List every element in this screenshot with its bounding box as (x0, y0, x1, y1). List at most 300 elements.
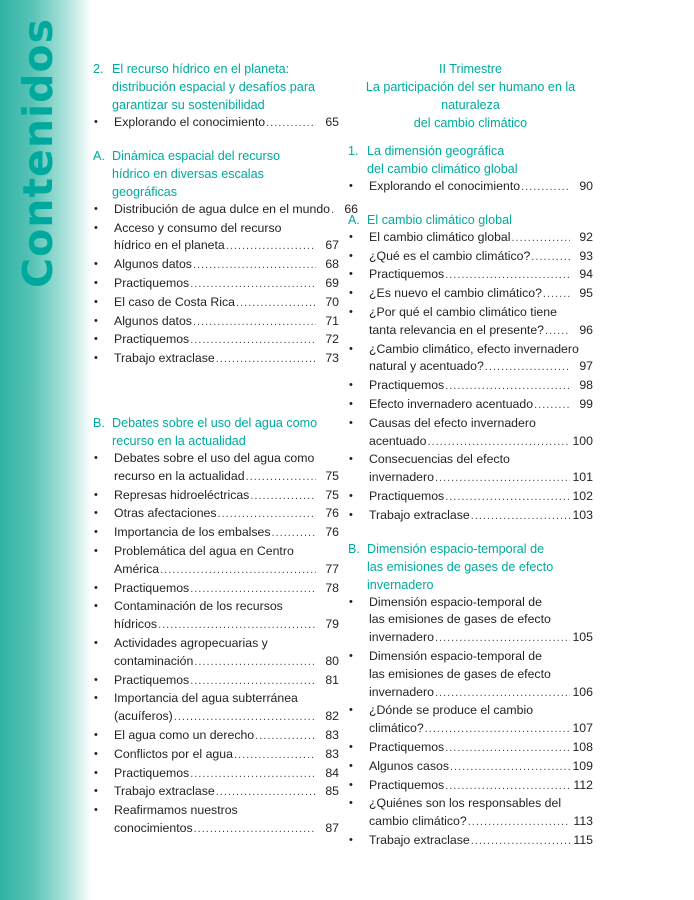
toc-entry[interactable] (93, 802, 339, 839)
toc-entry-line (114, 616, 339, 635)
toc-entry-line (114, 220, 339, 238)
toc-entry[interactable] (93, 350, 339, 369)
page-number: 90 (579, 179, 593, 193)
section-marker: A. (348, 212, 360, 227)
bullet-icon: • (94, 276, 98, 289)
toc-entry[interactable] (93, 275, 339, 294)
toc-entry-text (369, 451, 593, 488)
toc-entry[interactable] (93, 487, 339, 506)
toc-entry-line (369, 178, 593, 197)
toc-entry-line (114, 256, 339, 275)
toc-entry-line (114, 783, 339, 802)
page-number: 77 (325, 561, 339, 576)
bullet-icon: • (94, 766, 98, 779)
toc-entry-label: Practiquemos (114, 580, 190, 595)
section-title-line: garantizar su sostenibilidad (112, 98, 265, 112)
toc-entry-line (114, 114, 339, 133)
bullet-icon: • (94, 692, 98, 705)
section-title-line: recurso en la actualidad (112, 433, 246, 448)
bullet-icon: • (349, 397, 353, 410)
trimester-title-line: del cambio climático (413, 116, 528, 130)
toc-entry[interactable] (348, 377, 593, 396)
toc-entry-line (369, 433, 593, 452)
bullet-icon: • (94, 295, 98, 308)
page-number: 73 (325, 351, 339, 366)
toc-entry[interactable] (348, 285, 593, 304)
bullet-icon: • (94, 728, 98, 741)
toc-entry-text (114, 524, 339, 543)
toc-entry-text (369, 248, 593, 267)
dot-leader (255, 728, 316, 746)
toc-entry-line (114, 580, 339, 599)
bullet-icon: • (349, 249, 353, 262)
toc-entry-line (369, 341, 593, 359)
toc-entry-label: El caso de Costa Rica (114, 294, 235, 309)
toc-entry-label: ¿Qué es el cambio climático? (369, 248, 531, 263)
dot-leader (471, 833, 570, 851)
toc-entry[interactable] (348, 304, 593, 341)
section-title-line: invernadero (367, 577, 434, 592)
toc-entry-line (114, 275, 339, 294)
toc-entry-text (369, 739, 593, 758)
page-number: 66 (344, 201, 359, 216)
toc-entry[interactable] (348, 832, 593, 851)
page-number: 96 (579, 322, 593, 337)
bullet-icon: • (349, 268, 353, 281)
dot-leader (445, 489, 570, 507)
toc-entry-line (114, 820, 339, 839)
section-title-line: El cambio climático global (367, 212, 512, 227)
toc-entry-text (369, 178, 593, 197)
toc-entry-text (369, 702, 593, 739)
page-number: 75 (325, 487, 339, 502)
toc-entry[interactable] (348, 178, 593, 197)
toc-entry-line (114, 237, 339, 256)
toc-entry-line (369, 739, 593, 758)
toc-entry-line (369, 795, 593, 813)
toc-entry[interactable] (348, 758, 593, 777)
toc-entry-text (114, 220, 339, 257)
page-number: 99 (579, 396, 593, 411)
toc-entry-label: Importancia del agua subterránea (114, 691, 298, 706)
toc-entry-label: Reafirmamos nuestros (114, 803, 238, 818)
toc-entry[interactable] (348, 248, 593, 267)
toc-entry-line (114, 294, 339, 313)
bullet-icon: • (94, 544, 98, 557)
toc-entry-text (114, 635, 339, 672)
section-title-line: La dimensión geográfica (367, 144, 505, 158)
dot-leader (236, 295, 316, 313)
toc-entry[interactable] (348, 594, 593, 648)
bullet-icon: • (349, 287, 353, 300)
dot-leader (435, 470, 570, 488)
toc-entry-label: invernadero (369, 684, 434, 699)
toc-entry-label: Actividades agropecuarias y (114, 635, 268, 650)
dot-leader (445, 267, 570, 285)
trimester-title-line: La participación del ser humano en la naturaleza (365, 80, 576, 112)
dot-leader (534, 397, 570, 415)
dot-leader (190, 581, 316, 599)
toc-entry[interactable] (93, 783, 339, 802)
page-number: 98 (579, 378, 593, 393)
toc-entry-label: las emisiones de gases de efecto (369, 612, 551, 627)
toc-entry-text (114, 201, 359, 220)
page-number: 84 (325, 765, 339, 780)
dot-leader (468, 814, 570, 832)
page-number: 76 (325, 506, 339, 521)
toc-entry-text (114, 350, 339, 369)
section-title (112, 60, 339, 114)
dot-leader (216, 784, 316, 802)
toc-entry-line (114, 331, 339, 350)
section-title-line: Debates sobre el uso del agua como (112, 415, 318, 430)
toc-entry-line (369, 229, 593, 248)
toc-entry[interactable] (93, 580, 339, 599)
bullet-icon: • (349, 740, 353, 753)
toc-entry[interactable] (93, 331, 339, 350)
page-number: 97 (579, 359, 593, 374)
toc-entry-text (114, 505, 339, 524)
bullet-icon: • (349, 833, 353, 846)
toc-entry[interactable] (348, 795, 593, 832)
toc-entry-label: Practiquemos (114, 672, 190, 687)
dot-leader (193, 314, 316, 332)
toc-entry[interactable] (348, 488, 593, 507)
toc-entry[interactable] (93, 450, 339, 487)
bullet-icon: • (94, 488, 98, 501)
toc-entry[interactable] (93, 672, 339, 691)
bullet-icon: • (349, 416, 353, 429)
toc-entry[interactable] (348, 396, 593, 415)
toc-entry-label: Practiquemos (369, 739, 445, 754)
page-number: 76 (325, 525, 339, 540)
toc-entry-label: Acceso y consumo del recurso (114, 220, 282, 235)
toc-entry-line (369, 611, 593, 629)
page-number: 79 (325, 617, 339, 632)
bullet-icon: • (349, 230, 353, 243)
page-number: 85 (325, 784, 339, 799)
page-number: 78 (325, 580, 339, 595)
toc-entry-label: Dimensión espacio-temporal de (369, 594, 542, 609)
dot-leader (545, 323, 570, 341)
page-number: 75 (325, 468, 339, 483)
toc-entry-line (369, 266, 593, 285)
dot-leader (190, 673, 316, 691)
section-1b (348, 540, 593, 851)
toc-entry-label: Represas hidroeléctricas (114, 487, 250, 502)
dot-leader (331, 202, 335, 220)
toc-entry[interactable] (348, 229, 593, 248)
toc-entry-text (114, 765, 339, 784)
section-title (367, 540, 593, 594)
bullet-icon: • (94, 673, 98, 686)
toc-entry[interactable] (93, 543, 339, 580)
section-marker: 2. (93, 62, 104, 76)
bullet-icon: • (94, 507, 98, 520)
bullet-icon: • (349, 379, 353, 392)
toc-entry-label: hídricos (114, 617, 158, 632)
page-number: 81 (325, 672, 339, 687)
toc-entry[interactable] (348, 266, 593, 285)
toc-entry-text (114, 331, 339, 350)
sidebar-band (0, 0, 92, 900)
toc-entry[interactable] (348, 777, 593, 796)
toc-entry-line (369, 720, 593, 739)
section-marker: B. (93, 415, 105, 430)
toc-entry-label: Otras afectaciones (114, 506, 217, 521)
toc-entry-label: contaminación (114, 653, 194, 668)
toc-entry-line (369, 304, 593, 322)
toc-entry-text (369, 396, 593, 415)
toc-entry[interactable] (93, 765, 339, 784)
toc-entry-text (114, 294, 339, 313)
page-number: 67 (325, 238, 339, 253)
bullet-icon: • (349, 797, 353, 810)
bullet-icon: • (94, 221, 98, 234)
toc-entry-line (369, 684, 593, 703)
toc-entry-label: climático? (369, 721, 424, 736)
toc-entry[interactable] (93, 114, 339, 133)
page-number: 113 (573, 814, 593, 829)
section-title-line: geográficas (112, 184, 178, 199)
bullet-icon: • (94, 804, 98, 817)
page-number: 95 (579, 286, 593, 301)
section-title-line: hídrico en diversas escalas (112, 166, 264, 181)
toc-entry-label: Practiquemos (114, 332, 190, 347)
toc-entry-label: Practiquemos (369, 378, 445, 393)
section-heading (348, 142, 593, 178)
page-number: 93 (579, 248, 593, 263)
section-1 (348, 142, 593, 197)
page-number: 72 (325, 332, 339, 347)
trimester-heading (348, 60, 593, 132)
toc-entry-line (114, 487, 339, 506)
toc-entry-line (114, 524, 339, 543)
toc-entry-text (114, 727, 339, 746)
toc-entry-line (114, 802, 339, 820)
bullet-icon: • (349, 508, 353, 521)
page-number: 82 (325, 709, 339, 724)
toc-entry-label: Debates sobre el uso del agua como (114, 450, 315, 465)
bullet-icon: • (94, 581, 98, 594)
bullet-icon: • (349, 453, 353, 466)
dot-leader (521, 179, 570, 197)
toc-entry[interactable] (93, 746, 339, 765)
toc-entry-text (369, 648, 593, 702)
toc-entry-label: hídrico en el planeta (114, 238, 225, 253)
dot-leader (485, 359, 570, 377)
bullet-icon: • (94, 333, 98, 346)
toc-entry-text (114, 275, 339, 294)
toc-entry[interactable] (93, 201, 359, 220)
toc-entry-text (369, 341, 593, 378)
toc-entry-label: invernadero (369, 630, 434, 645)
section-title (112, 414, 339, 450)
page-number: 100 (572, 433, 593, 448)
section-title (367, 211, 593, 229)
toc-entry-text (369, 507, 593, 526)
trimester-label: II Trimestre (439, 62, 502, 76)
toc-entry-label: recurso en la actualidad (114, 468, 245, 483)
toc-entry-label: conocimientos (114, 820, 193, 835)
toc-entry-line (369, 813, 593, 832)
page-number: 109 (572, 758, 593, 773)
toc-entry-text (114, 256, 339, 275)
toc-entry-label: Trabajo extraclase (114, 351, 215, 366)
dot-leader (425, 721, 570, 739)
toc-entry-line (114, 598, 339, 616)
bullet-icon: • (349, 595, 353, 608)
dot-leader (160, 562, 316, 580)
section-1a (348, 211, 593, 526)
page-number: 83 (325, 746, 339, 761)
dot-leader (445, 740, 570, 758)
dot-leader (266, 115, 316, 133)
toc-entry-label: Efecto invernadero acentuado (369, 396, 534, 411)
toc-entry-text (114, 543, 339, 580)
section-marker: B. (348, 541, 360, 556)
toc-entry-text (114, 783, 339, 802)
bullet-icon: • (94, 785, 98, 798)
bullet-icon: • (94, 258, 98, 271)
bullet-icon: • (94, 202, 98, 215)
toc-entry-text (114, 598, 339, 635)
toc-entry-line (369, 666, 593, 684)
page-number: 69 (325, 275, 339, 290)
toc-entry-label: Trabajo extraclase (114, 784, 215, 799)
section-marker: 1. (348, 144, 359, 158)
toc-entry-label: acentuado (369, 433, 427, 448)
toc-entry-text (114, 114, 339, 133)
toc-entry[interactable] (93, 256, 339, 275)
toc-entry-line (369, 702, 593, 720)
page-number: 71 (325, 313, 339, 328)
dot-leader (250, 488, 316, 506)
toc-entry[interactable] (93, 524, 339, 543)
toc-entry-label: ¿Dónde se produce el cambio (369, 703, 534, 718)
toc-entry-line (369, 248, 593, 267)
toc-entry[interactable] (348, 415, 593, 452)
dot-leader (216, 351, 316, 369)
toc-entry[interactable] (348, 451, 593, 488)
section-heading (93, 414, 339, 450)
toc-entry-label: Algunos datos (114, 313, 192, 328)
section-title (112, 147, 339, 201)
toc-entry[interactable] (93, 635, 339, 672)
toc-entry-label: ¿Quiénes son los responsables del (369, 796, 562, 811)
toc-entry[interactable] (348, 648, 593, 702)
toc-entry-text (369, 377, 593, 396)
toc-entry[interactable] (93, 313, 339, 332)
bullet-icon: • (94, 747, 98, 760)
bullet-icon: • (94, 600, 98, 613)
toc-entry-text (114, 450, 339, 487)
section-2b (93, 414, 339, 839)
toc-entry[interactable] (348, 739, 593, 758)
toc-entry[interactable] (93, 220, 339, 257)
toc-entry-line (369, 629, 593, 648)
toc-entry-line (369, 832, 593, 851)
toc-entry-label: Contaminación de los recursos (114, 599, 283, 614)
toc-entry-text (114, 690, 339, 727)
dot-leader (543, 286, 570, 304)
toc-entry[interactable] (93, 690, 339, 727)
section-heading (348, 540, 593, 594)
bullet-icon: • (94, 352, 98, 365)
bullet-icon: • (94, 116, 98, 128)
toc-entry-line (369, 507, 593, 526)
toc-entry-text (114, 580, 339, 599)
toc-entry-text (369, 795, 593, 832)
page-number: 94 (579, 267, 593, 282)
toc-entry[interactable] (93, 294, 339, 313)
toc-entry-label: Trabajo extraclase (369, 832, 470, 847)
toc-entry-line (114, 727, 339, 746)
dot-leader (450, 759, 570, 777)
toc-entry-line (369, 322, 593, 341)
toc-entry-label: Problemática del agua en Centro (114, 543, 294, 558)
bullet-icon: • (349, 649, 353, 662)
bullet-icon: • (349, 305, 353, 318)
toc-entry-text (369, 415, 593, 452)
page-number: 107 (572, 721, 593, 736)
toc-entry-text (369, 266, 593, 285)
toc-entry-line (114, 350, 339, 369)
page-number: 112 (573, 777, 593, 792)
toc-entry[interactable] (93, 505, 339, 524)
toc-left-column (93, 60, 359, 839)
toc-entry[interactable] (348, 341, 593, 378)
toc-entry-line (369, 358, 593, 377)
toc-entry-text (369, 758, 593, 777)
dot-leader (218, 506, 316, 524)
toc-entry[interactable] (93, 598, 339, 635)
toc-entry[interactable] (93, 727, 339, 746)
toc-entry-text (369, 488, 593, 507)
section-heading (93, 147, 339, 201)
toc-entry-label: tanta relevancia en el presente? (369, 322, 545, 337)
toc-entry-label: Algunos datos (114, 257, 192, 272)
toc-entry-line (369, 396, 593, 415)
toc-entry-text (369, 304, 593, 341)
toc-right-column (348, 60, 593, 851)
toc-entry-label: invernadero (369, 470, 434, 485)
section-title-line: Dinámica espacial del recurso (112, 148, 280, 163)
bullet-icon: • (349, 704, 353, 717)
toc-entry-line (114, 313, 339, 332)
bullet-icon: • (349, 778, 353, 791)
toc-entry-label: Consecuencias del efecto (369, 452, 510, 467)
section-title-line: las emisiones de gases de efecto (367, 559, 554, 574)
toc-entry-line (114, 690, 339, 708)
section-title-line: Dimensión espacio-temporal de (367, 541, 545, 556)
toc-entry-label: El cambio climático global (369, 229, 511, 244)
toc-entry-label: Practiquemos (369, 488, 445, 503)
toc-entry[interactable] (348, 507, 593, 526)
toc-entry-line (114, 672, 339, 691)
page-number: 101 (572, 470, 593, 485)
toc-entry-text (369, 229, 593, 248)
dot-leader (427, 434, 570, 452)
page-number: 87 (325, 820, 339, 835)
bullet-icon: • (94, 526, 98, 539)
toc-entry[interactable] (348, 702, 593, 739)
toc-entry-line (114, 635, 339, 653)
toc-entry-line (114, 201, 359, 220)
toc-entry-text (114, 487, 339, 506)
toc-entry-label: Practiquemos (114, 765, 190, 780)
toc-entry-line (369, 377, 593, 396)
